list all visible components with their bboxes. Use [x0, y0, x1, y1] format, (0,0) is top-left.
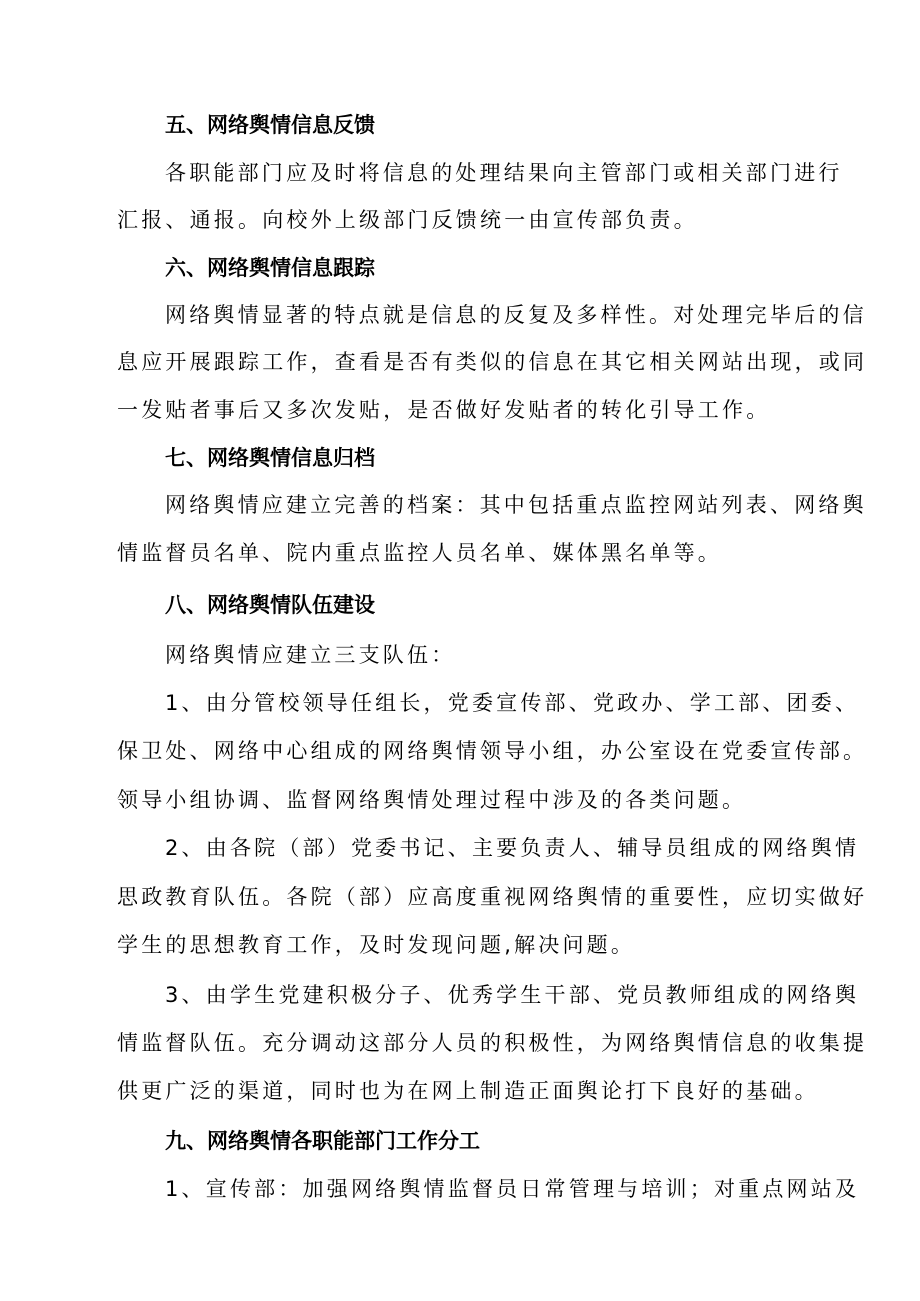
section-6-line-3: 一发贴者事后又多次发贴，是否做好发贴者的转化引导工作。: [117, 398, 771, 422]
section-8-item-2-line-2: 思政教育队伍。各院（部）应高度重视网络舆情的重要性，应切实做好: [117, 885, 868, 909]
section-5-line-2: 汇报、通报。向校外上级部门反馈统一由宣传部负责。: [117, 208, 698, 232]
section-8-intro: 网络舆情应建立三支队伍：: [165, 643, 456, 667]
section-8-item-3-line-2: 情监督队伍。充分调动这部分人员的积极性，为网络舆情信息的收集提: [117, 1031, 868, 1055]
section-5-line-1: 各职能部门应及时将信息的处理结果向主管部门或相关部门进行: [165, 161, 843, 185]
section-6-line-2: 息应开展跟踪工作，查看是否有类似的信息在其它相关网站出现，或同: [117, 350, 868, 374]
section-5-heading: 五、网络舆情信息反馈: [165, 113, 375, 137]
section-7-line-1: 网络舆情应建立完善的档案：其中包括重点监控网站列表、网络舆: [165, 493, 867, 517]
section-8-item-1-line-1: 1、由分管校领导任组长，党委宣传部、党政办、学工部、团委、: [165, 691, 860, 715]
section-8-heading: 八、网络舆情队伍建设: [165, 593, 375, 617]
section-6-line-1: 网络舆情显著的特点就是信息的反复及多样性。对处理完毕后的信: [165, 303, 867, 327]
section-8-item-2-line-1: 2、由各院（部）党委书记、主要负责人、辅导员组成的网络舆情: [165, 836, 860, 860]
section-9-heading: 九、网络舆情各职能部门工作分工: [165, 1129, 480, 1153]
section-8-item-1-line-3: 领导小组协调、监督网络舆情处理过程中涉及的各类问题。: [117, 788, 747, 812]
section-9-item-1-line-1: 1、宣传部：加强网络舆情监督员日常管理与培训；对重点网站及: [165, 1177, 860, 1201]
section-8-item-1-line-2: 保卫处、网络中心组成的网络舆情领导小组，办公室设在党委宣传部。: [117, 739, 868, 763]
section-8-item-3-line-3: 供更广泛的渠道，同时也为在网上制造正面舆论打下良好的基础。: [117, 1079, 819, 1103]
section-7-heading: 七、网络舆情信息归档: [165, 446, 375, 470]
section-8-item-2-line-3: 学生的思想教育工作，及时发现问题,解决问题。: [117, 933, 636, 957]
section-8-item-3-line-1: 3、由学生党建积极分子、优秀学生干部、党员教师组成的网络舆: [165, 983, 860, 1007]
section-7-line-2: 情监督员名单、院内重点监控人员名单、媒体黑名单等。: [117, 541, 722, 565]
section-6-heading: 六、网络舆情信息跟踪: [165, 256, 375, 280]
